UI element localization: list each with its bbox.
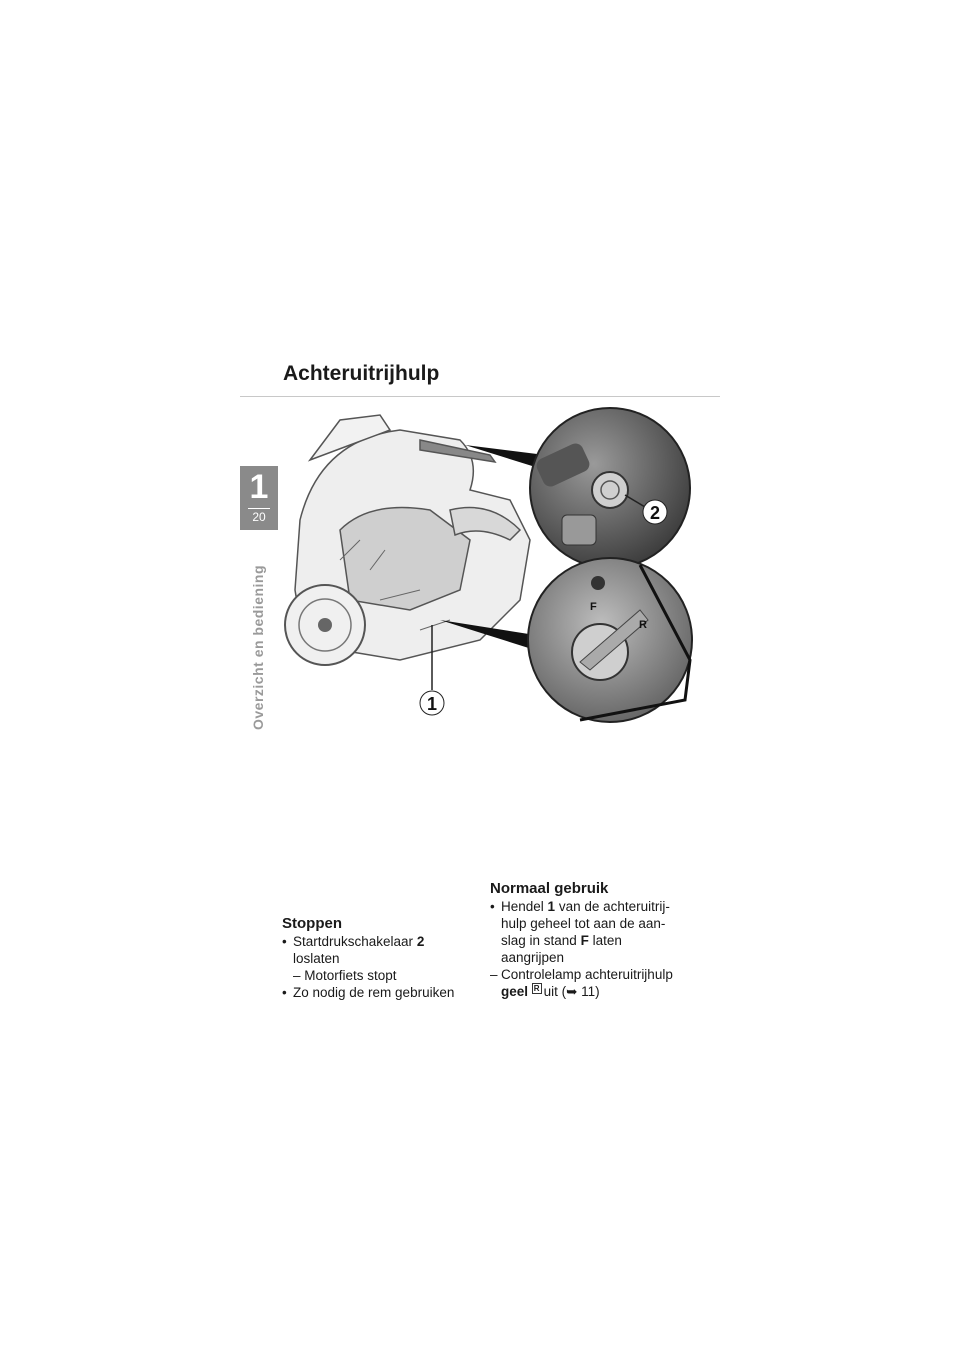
motorcycle-illustration [280, 400, 720, 740]
page-title: Achteruitrijhulp [283, 362, 440, 385]
reverse-lamp-icon: R [533, 984, 540, 993]
mark-r: R [639, 619, 647, 631]
list-item: • Hendel 1 van de achteruitrij- hulp geheel tot aan de aan- slag in stand F laten aangrijpen [490, 899, 670, 965]
chapter-number: 1 [249, 468, 269, 506]
callout-1: 1 [426, 694, 438, 714]
list-item: – Controlelamp achteruitrijhulp geel R uit (➥ 11) [490, 967, 673, 999]
arrow-icon: ➥ [566, 984, 578, 999]
section-label: Overzicht en bediening [250, 564, 266, 730]
stoppen-heading: Stoppen [282, 915, 342, 932]
title-rule [240, 396, 720, 397]
callout-2: 2 [649, 503, 661, 523]
list-subitem: – Motorfiets stopt [293, 968, 397, 983]
chapter-divider [248, 508, 270, 509]
normaal-heading: Normaal gebruik [490, 880, 609, 897]
section-normaal-gebruik [490, 880, 710, 1000]
list-item: • Zo nodig de rem gebruiken [282, 985, 455, 1000]
section-stoppen [282, 915, 482, 1001]
page-number: 20 [252, 510, 266, 524]
list-item: • Startdrukschakelaar 2 loslaten [282, 934, 425, 966]
chapter-tab [240, 466, 278, 530]
mark-f: F [590, 601, 597, 613]
